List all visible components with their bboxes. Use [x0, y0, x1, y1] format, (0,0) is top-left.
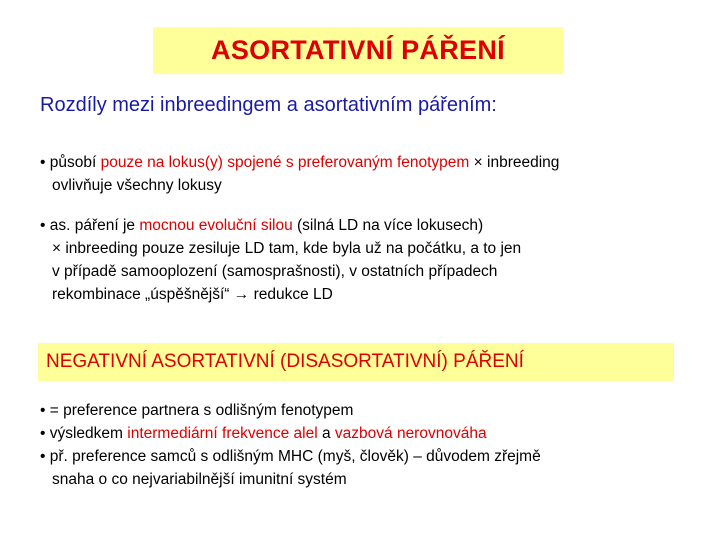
bullet-2-line-3: v případě samooplození (samosprašnosti), v ostatních případech: [52, 263, 498, 280]
section-list: [40, 399, 541, 491]
section-item-3-continued: snaha o co nejvariabilnější imunitní systém: [52, 471, 347, 488]
highlight-text: pouze na lokus(y) spojené s preferovaným fenotypem: [100, 154, 470, 171]
page-title: ASORTATIVNÍ PÁŘENÍ: [211, 35, 505, 65]
bullet-2-line-4: rekombinace „úspěšnější“ → redukce LD: [52, 286, 333, 303]
section-item-2: • výsledkem intermediární frekvence alel a vazbová nerovnováha: [40, 425, 487, 442]
subtitle: Rozdíly mezi inbreedingem a asortativním pářením:: [40, 94, 497, 116]
section-item-3: • př. preference samců s odlišným MHC (myš, člověk) – důvodem zřejmě: [40, 448, 541, 465]
bullet-2-line-1: • as. páření je mocnou evoluční silou (silná LD na více lokusech): [40, 217, 484, 234]
section-heading: NEGATIVNÍ ASORTATIVNÍ (DISASORTATIVNÍ) PÁŘENÍ: [46, 351, 524, 372]
bullet-1-line-1: • působí pouze na lokus(y) spojené s preferovaným fenotypem × inbreeding: [40, 154, 560, 171]
highlight-text: vazbová nerovnováha: [334, 425, 487, 442]
highlight-text: intermediární frekvence alel: [127, 425, 318, 442]
bullet-1-line-2: ovlivňuje všechny lokusy: [52, 177, 222, 194]
bullet-2-line-2: × inbreeding pouze zesiluje LD tam, kde byla už na počátku, a to jen: [52, 240, 522, 257]
section-heading-box: [38, 343, 674, 381]
section-item-1: • = preference partnera s odlišným fenotypem: [40, 402, 354, 419]
title-box: [153, 27, 563, 74]
bullet-2: [40, 214, 521, 306]
highlight-text: mocnou evoluční silou: [139, 217, 293, 234]
bullet-1: [40, 151, 559, 197]
